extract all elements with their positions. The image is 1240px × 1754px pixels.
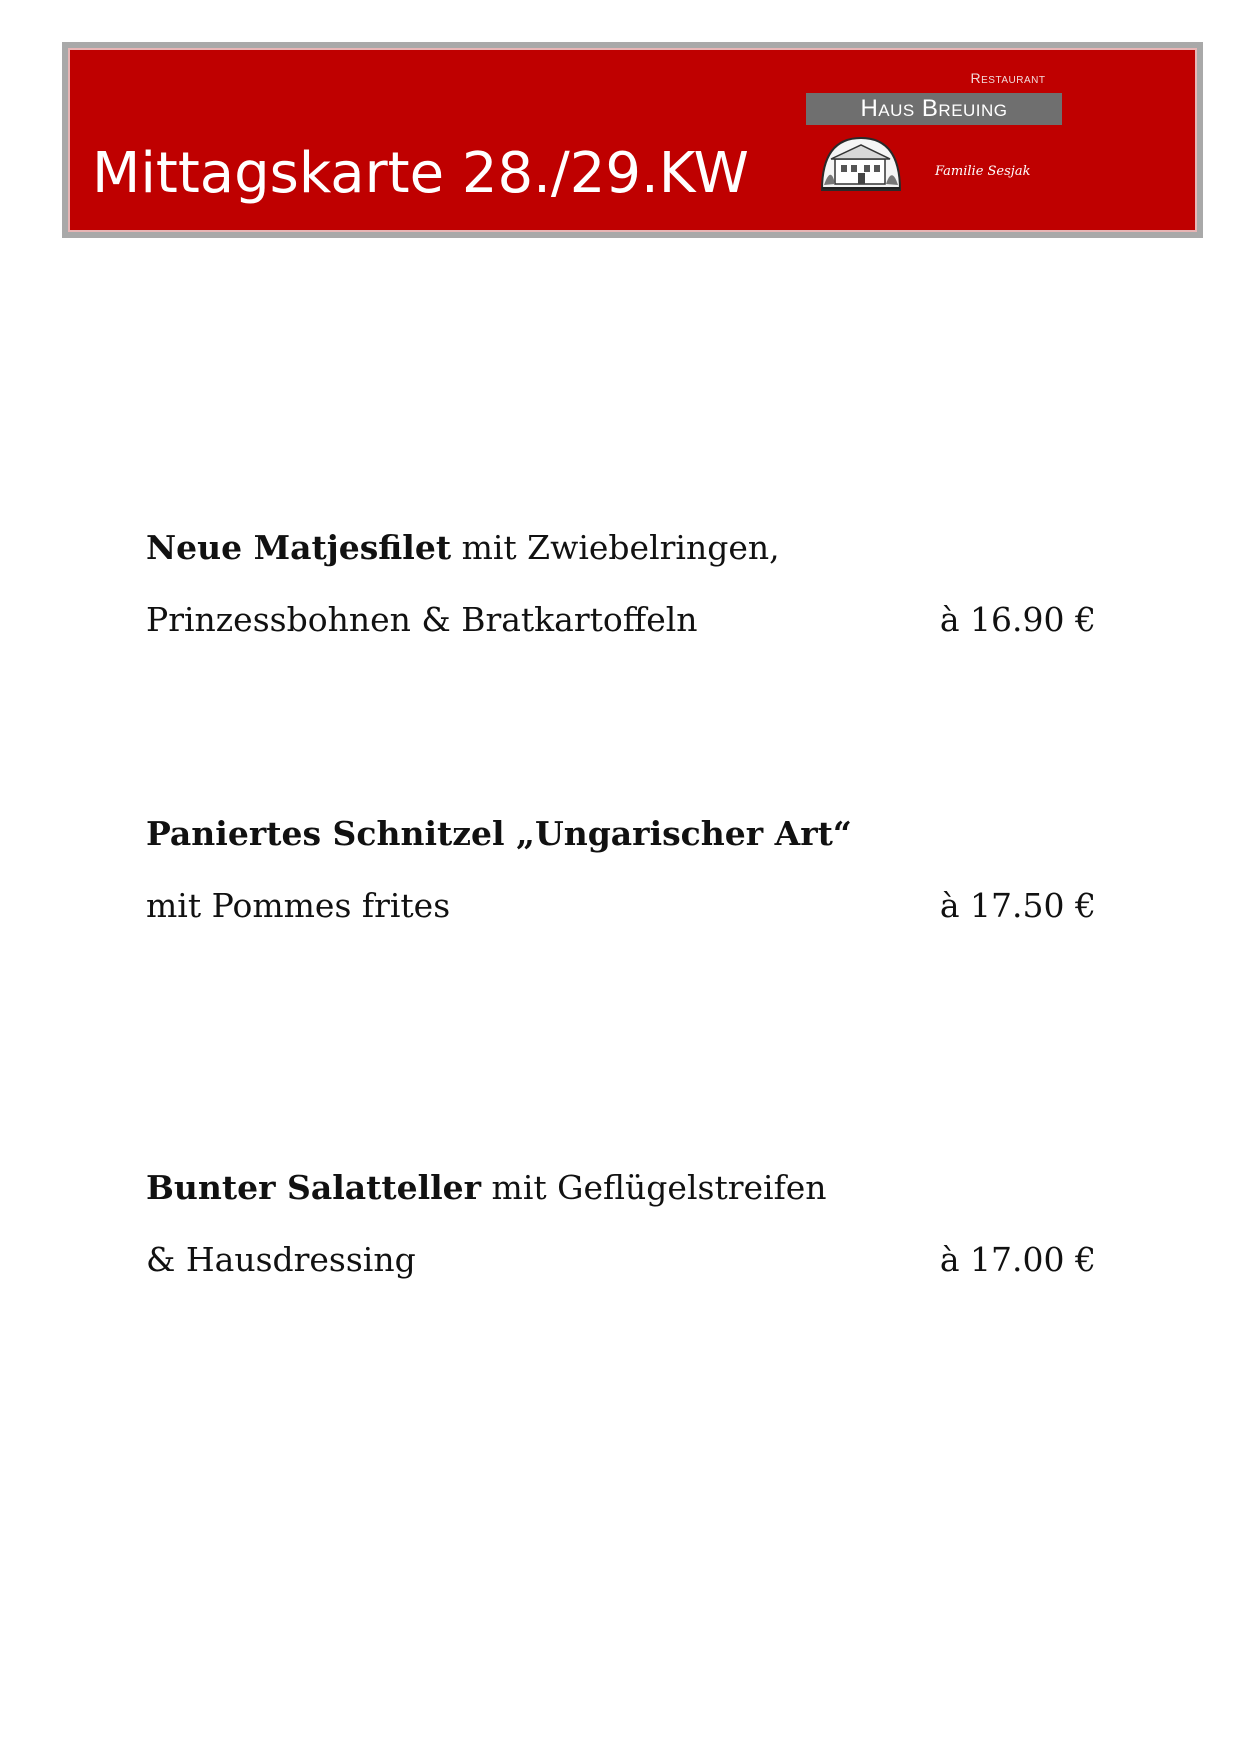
- menu-line-primary: [146, 816, 1096, 888]
- menu-item-sides: mit Pommes frites: [146, 886, 451, 925]
- page-title: Mittagskarte 28./29.KW: [92, 141, 749, 206]
- menu-item-salatteller: [146, 1170, 1096, 1314]
- header-panel: [68, 48, 1197, 232]
- brand-kicker: Restaurant: [970, 70, 1046, 86]
- brand-family-signature: Familie Sesjak: [935, 164, 1031, 179]
- menu-line-primary: [146, 1170, 1096, 1242]
- menu-line-primary: [146, 530, 1096, 602]
- menu-item-sides: & Hausdressing: [146, 1240, 416, 1279]
- menu-line-secondary: [146, 888, 1096, 960]
- menu-item-matjesfilet: [146, 530, 1096, 674]
- menu-item-description: mit Geflügelstreifen: [481, 1168, 827, 1207]
- menu-item-title: Paniertes Schnitzel „Ungarischer Art“: [146, 814, 852, 853]
- menu-item-schnitzel: [146, 816, 1096, 960]
- menu-item-title: Neue Matjesfilet: [146, 528, 452, 567]
- menu-item-price: à 16.90 €: [939, 600, 1096, 639]
- menu-item-sides: Prinzessbohnen & Bratkartoffeln: [146, 600, 698, 639]
- building-vignette-icon: [818, 134, 904, 192]
- menu-item-price: à 17.00 €: [939, 1240, 1096, 1279]
- brand-name: Haus Breuing: [806, 93, 1062, 125]
- menu-line-secondary: [146, 1242, 1096, 1314]
- header-banner: [62, 42, 1203, 238]
- menu-item-title: Bunter Salatteller: [146, 1168, 482, 1207]
- menu-item-price: à 17.50 €: [939, 886, 1096, 925]
- menu-item-description: mit Zwiebelringen,: [451, 528, 780, 567]
- menu-line-secondary: [146, 602, 1096, 674]
